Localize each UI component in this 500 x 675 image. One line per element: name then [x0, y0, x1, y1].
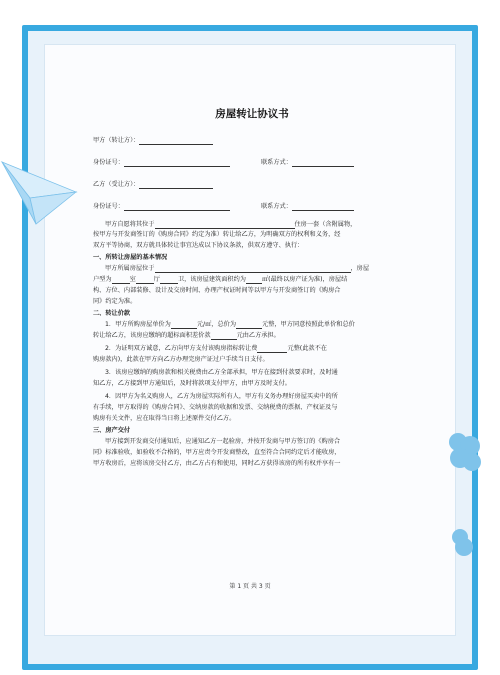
id-a-field [93, 158, 253, 167]
section-1-text: 厅 [153, 276, 160, 283]
page-number: 第 1 页 共 3 页 [229, 583, 271, 590]
contact-a-field [261, 158, 354, 167]
excess-area-blank [211, 333, 237, 340]
clause-text: 1．甲方所购房屋单价为 [105, 321, 171, 328]
section-1-text: ㎡(最终以房产证为准)，房屋结 [262, 276, 348, 283]
hall-blank [136, 277, 154, 284]
id-a-label: 身份证号： [93, 159, 124, 166]
clause-4-line: 有手续，甲方取得的《购房合同》、交纳房款的收据和发票、交纳税费的票据、产权证及与 [93, 404, 338, 411]
clause-text: 2．为证明双方诚意，乙方向甲方支付该购房指标转让费 [105, 345, 258, 352]
party-b-blank [139, 181, 213, 189]
location-blank [155, 266, 351, 273]
section-2-heading: 二、转让价款 [93, 310, 131, 317]
clause-4: 4．因甲方为名义购房人，乙方为房屋实际所有人，甲方有义务办理好房屋买卖中的所 [105, 393, 338, 400]
contact-b-blank [292, 203, 354, 211]
contact-a-blank [292, 159, 354, 167]
bath-blank [160, 277, 178, 284]
id-b-label: 身份证号： [93, 203, 124, 210]
section-1-text: 甲方所属房屋位于 [105, 265, 155, 272]
cloud-decoration [448, 525, 476, 559]
clause-4-line: 购房有关文件，应在取得当日将上述原件交付乙方。 [93, 415, 236, 422]
area-blank [246, 277, 262, 284]
party-a-id-row [93, 158, 411, 167]
transfer-fee-blank [257, 346, 287, 353]
unit-price-blank [171, 322, 197, 329]
agreement-document [93, 100, 411, 470]
cloud-decoration [444, 428, 484, 478]
clause-3-line: 知乙方，乙方接到甲方通知后，及时将款项支付甲方，由甲方及时支付。 [93, 380, 291, 387]
contact-b-label: 联系方式： [261, 203, 292, 210]
section-1-line: 构、方位、内部装修、设计及交房时间、办理产权证时间等以甲方与开发商签订的《购房合 [93, 287, 341, 294]
section-1-line: 同》约定为准。 [93, 298, 137, 305]
id-b-field [93, 202, 253, 211]
section-3-line: 同》标准验收，如验收不合格的，甲方应责令开发商整改，直至符合合同约定后才能收房， [93, 449, 341, 456]
party-b-field [93, 180, 213, 189]
contact-a-label: 联系方式： [261, 159, 292, 166]
clause-1 [93, 321, 411, 329]
intro-line: 双方平等协商，双方就具体转让事宜达成以下协议条款，供双方遵守、执行： [93, 242, 304, 249]
section-3-heading: 三、房产交付 [93, 427, 131, 434]
party-b-id-row [93, 202, 411, 211]
party-a-field [93, 136, 213, 145]
section-3-line: 甲方收房后，应将该房交付乙方，由乙方占有和使用，同时乙方获得该房的所有权并享有一 [93, 460, 341, 467]
clause-3: 3．该房应缴纳的购房款和相关税费由乙方全部承担，甲方在接到付款要求时，及时通 [105, 369, 338, 376]
section-1-text: ，房屋 [350, 265, 370, 272]
intro-text: 甲方自愿将其位于 [105, 221, 155, 228]
party-b-row [93, 180, 411, 189]
section-3-paragraph: 甲方接到开发商交付通知后，应通知乙方一起验房，并按开发商与甲方签订的《购房合 [105, 438, 341, 445]
intro-text: 住房一套（含附属物， [294, 221, 357, 228]
party-a-label: 甲方（转让方）： [93, 137, 140, 144]
total-price-blank [236, 322, 262, 329]
id-b-blank [124, 203, 230, 211]
clause-text: 元整，甲方同意按照此单价和总价 [262, 321, 355, 328]
section-1-text: 室 [129, 276, 136, 283]
section-1-text: 户型为 [93, 276, 112, 283]
paper-plane-decoration [0, 150, 80, 230]
party-b-label: 乙方（受让方）： [93, 181, 140, 188]
section-1-line [93, 276, 411, 284]
clause-text: 元/㎡，总价为 [196, 321, 237, 328]
contact-b-field [261, 202, 354, 211]
clause-2 [93, 345, 411, 353]
section-1-paragraph [93, 265, 411, 273]
clause-2-line: 购房款内)，此款在甲方向乙方办理完房产证过户手续当日支付。 [93, 356, 269, 363]
section-1-heading: 一、所转让房屋的基本情况 [93, 254, 168, 261]
id-a-blank [124, 159, 230, 167]
section-1-text: 卫，该房屋建筑面积约为 [177, 276, 246, 283]
address-blank [155, 222, 295, 229]
party-a-blank [139, 137, 213, 145]
clause-text: 元整(此款不在 [287, 345, 327, 352]
intro-line: 按甲方与开发商签订的《购房合同》约定为准）转让给乙方，为明确双方的权利和义务，经 [93, 231, 341, 238]
room-blank [112, 277, 130, 284]
intro-paragraph [93, 221, 411, 229]
clause-text: 转让给乙方，该房应缴纳的超标面积差价款 [93, 332, 211, 339]
document-title: 房屋转让协议书 [215, 108, 289, 120]
party-a-row [93, 136, 411, 145]
clause-1-line [93, 332, 411, 340]
clause-text: 元由乙方承担。 [236, 332, 280, 339]
